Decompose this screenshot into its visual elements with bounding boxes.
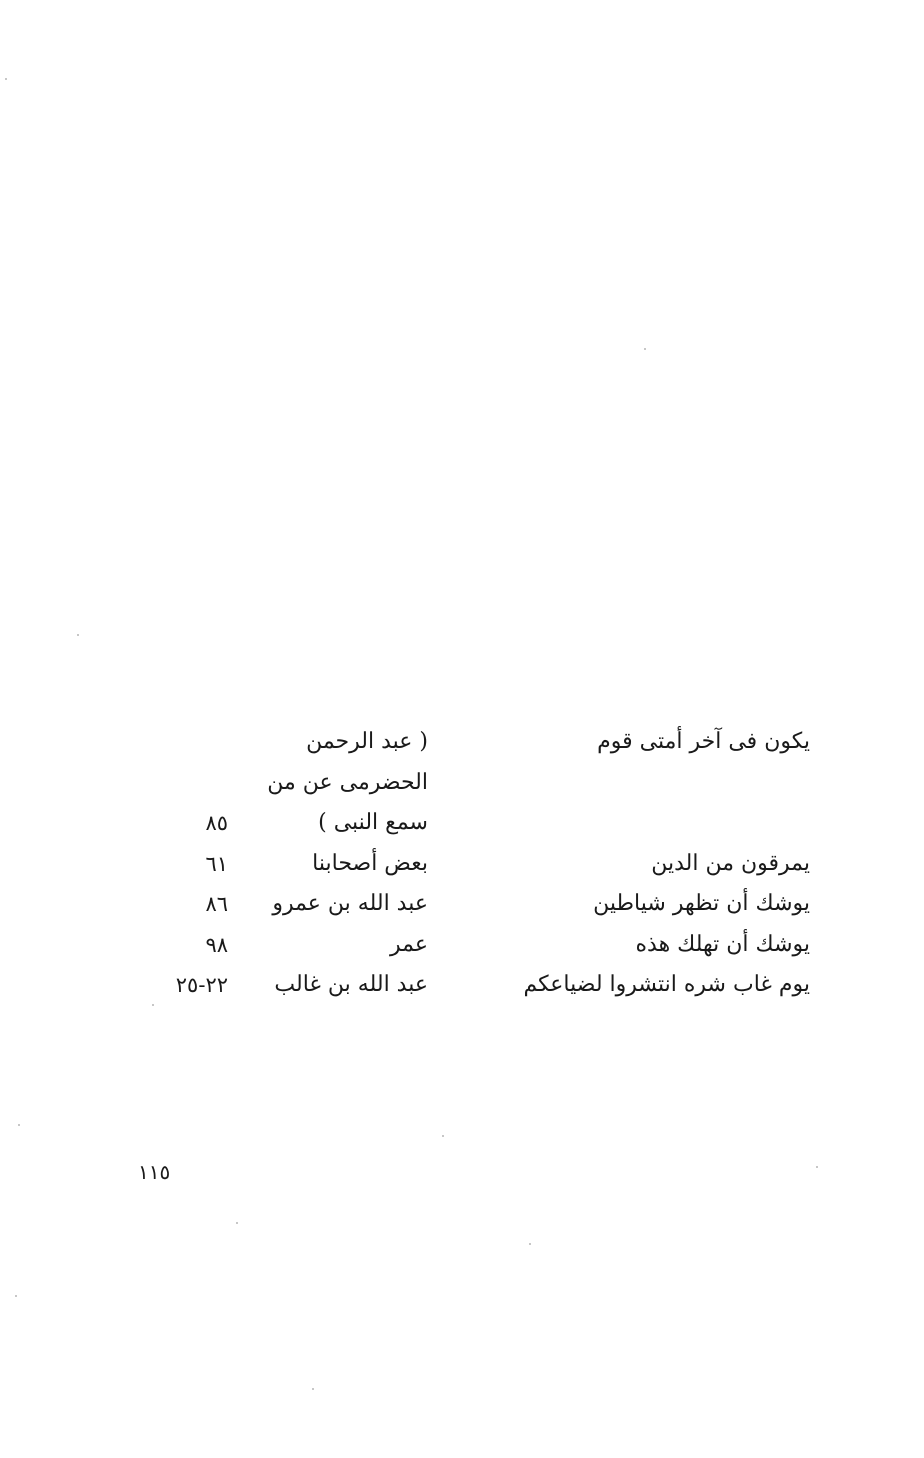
- narrator: بعض أصحابنا: [312, 850, 428, 876]
- scan-speck: [442, 1135, 444, 1137]
- hadith-text: يكون فى آخر أمتى قوم: [597, 729, 810, 754]
- scan-speck: [5, 78, 7, 80]
- hadith-text: يوشك أن تهلك هذه: [635, 931, 810, 957]
- scan-speck: [236, 1222, 238, 1224]
- scan-speck: [152, 1004, 154, 1006]
- page-ref: ٨٦: [205, 892, 228, 916]
- narrator: ( عبد الرحمن: [306, 729, 428, 754]
- scan-speck: [18, 1124, 20, 1126]
- scan-speck: [529, 1243, 531, 1245]
- hadith-text: يوشك أن تظهر شياطين: [593, 891, 810, 916]
- narrator: سمع النبى ): [318, 810, 428, 835]
- index-row: [140, 722, 810, 763]
- scan-speck: [15, 1295, 17, 1297]
- scan-speck: [644, 348, 646, 350]
- index-row: [140, 763, 810, 804]
- index-row: [140, 803, 810, 844]
- index-row: [140, 925, 810, 966]
- hadith-text: يوم غاب شره انتشروا لضياعكم: [523, 972, 810, 997]
- page-ref: ٨٥: [205, 811, 228, 835]
- index-table: [140, 722, 810, 1006]
- scan-speck: [312, 1388, 314, 1390]
- index-row: [140, 844, 810, 885]
- narrator: عبد الله بن عمرو: [272, 891, 428, 916]
- narrator: الحضرمى عن من: [267, 769, 428, 795]
- scan-speck: [816, 1166, 818, 1168]
- index-row: [140, 884, 810, 925]
- page-ref: ٩٨: [205, 932, 228, 957]
- narrator: عبد الله بن غالب: [274, 972, 428, 997]
- scan-speck: [77, 634, 79, 636]
- page-ref: ٦١: [205, 851, 228, 876]
- hadith-text: يمرقون من الدين: [651, 850, 810, 876]
- page-number: ١١٥: [138, 1160, 171, 1184]
- page-ref: ٢٢-٢٥: [175, 973, 228, 997]
- narrator: عمر: [390, 931, 428, 957]
- index-row: [140, 965, 810, 1006]
